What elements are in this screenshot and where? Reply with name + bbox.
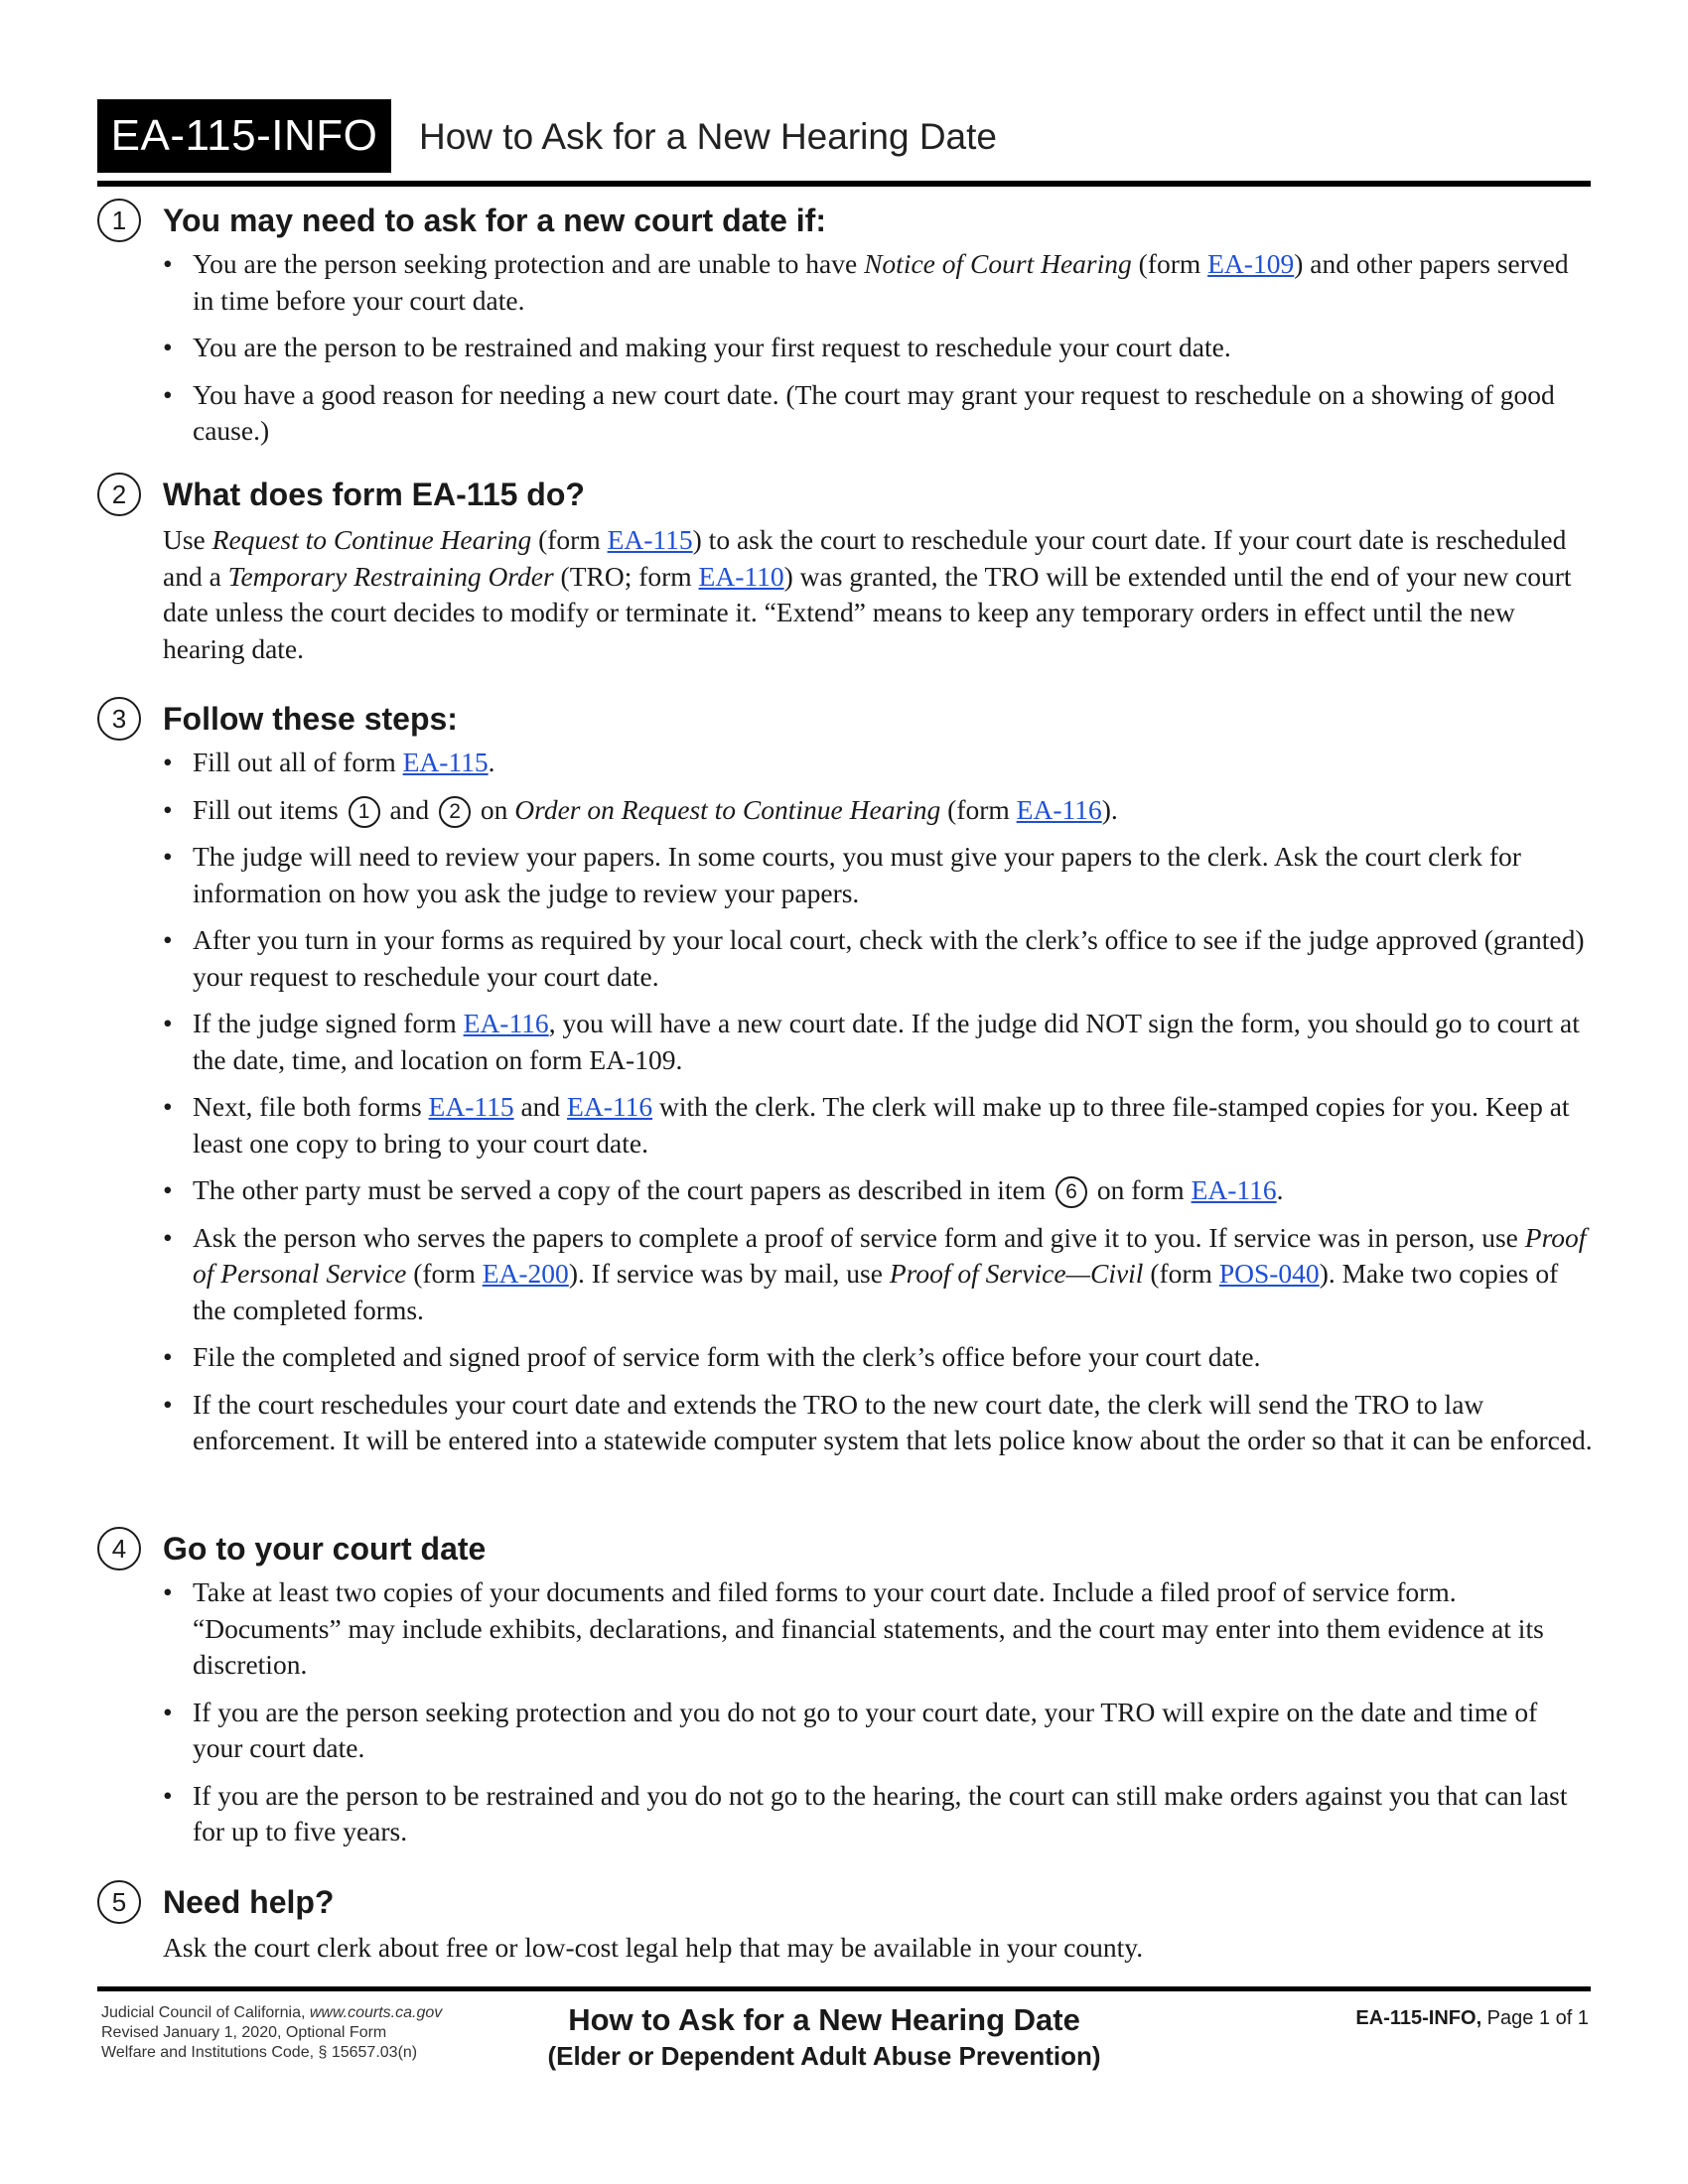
footer-title: How to Ask for a New Hearing Date (Elder or Dependent Adult Abuse Prevention) xyxy=(547,2002,1101,2071)
item-number-circle: 1 xyxy=(349,796,380,828)
section-paragraph: Ask the court clerk about free or low-cost legal help that may be available in your county. xyxy=(163,1932,1144,1963)
page-title: How to Ask for a New Hearing Date xyxy=(419,116,997,157)
bullet-list xyxy=(97,1574,1593,1850)
list-item: • You have a good reason for needing a new court date. (The court may grant your request to reschedule on a showing of good cause.) xyxy=(163,377,1593,450)
list-item: • If the judge signed form EA-116, you will have a new court date. If the judge did NOT sign the form, you should go to court at the date, time, and location on form EA-109. xyxy=(163,1006,1593,1078)
section-5 xyxy=(97,1878,1591,1967)
section-number-circle: 2 xyxy=(97,473,141,516)
list-item: • If you are the person seeking protection and you do not go to your court date, your TRO will expire on the date and time of your court date. xyxy=(163,1695,1593,1767)
list-item: • You are the person to be restrained and making your first request to reschedule your court date. xyxy=(163,330,1593,366)
section-number-circle: 1 xyxy=(97,199,141,242)
list-item: • File the completed and signed proof of service form with the clerk’s office before your court date. xyxy=(163,1339,1593,1376)
form-link-ea-200[interactable]: EA-200 xyxy=(482,1258,569,1289)
list-item: • If the court reschedules your court date and extends the TRO to the new court date, the clerk will send the TRO to law enforcement. It will be entered into a statewide computer system that lets police know about the order so that it can be enforced. xyxy=(163,1387,1593,1459)
form-link-ea-115[interactable]: EA-115 xyxy=(607,524,693,555)
list-item: • Fill out items 1 and 2 on Order on Request to Continue Hearing (form EA-116). xyxy=(163,792,1593,829)
form-link-ea-116[interactable]: EA-116 xyxy=(567,1091,653,1122)
item-number-circle: 2 xyxy=(439,796,471,828)
section-1 xyxy=(97,197,1591,461)
list-item: • Fill out all of form EA-115. xyxy=(163,745,1593,781)
bullet-list xyxy=(97,745,1593,1459)
section-title: Need help? xyxy=(163,1884,335,1920)
section-number-circle: 3 xyxy=(97,697,141,741)
form-link-ea-115[interactable]: EA-115 xyxy=(428,1091,514,1122)
form-link-ea-109[interactable]: EA-109 xyxy=(1207,248,1295,279)
form-link-ea-116[interactable]: EA-116 xyxy=(1191,1174,1277,1205)
section-3 xyxy=(97,695,1591,1470)
section-4 xyxy=(97,1525,1591,1861)
website-link[interactable]: www.courts.ca.gov xyxy=(309,2004,443,2021)
list-item: • After you turn in your forms as required by your local court, check with the clerk’s office to see if the judge approved (granted) your request to reschedule your court date. xyxy=(163,922,1593,995)
list-item: • Ask the person who serves the papers to complete a proof of service form and give it to you. If service was in person, use Proof of Personal Service (form EA-200). If service was by mail, use Proof of Service—Civil (form POS-040). Make two copies of the completed forms. xyxy=(163,1220,1593,1329)
form-link-ea-115[interactable]: EA-115 xyxy=(402,747,489,777)
footer-page-number: EA-115-INFO, Page 1 of 1 xyxy=(1355,2007,1589,2029)
list-item: • The other party must be served a copy of the court papers as described in item 6 on form EA-116. xyxy=(163,1172,1593,1209)
page-header xyxy=(97,99,1589,189)
list-item: • The judge will need to review your papers. In some courts, you must give your papers to the clerk. Ask the court clerk for information on how you ask the judge to review your papers. xyxy=(163,839,1593,911)
footer-left-info: Judicial Council of California, www.courts.ca.gov Revised January 1, 2020, Optional Form Welfare and Institutions Code, § 15657.03(n) xyxy=(101,2004,443,2061)
item-number-circle: 6 xyxy=(1055,1176,1087,1208)
section-title: Follow these steps: xyxy=(163,701,458,737)
list-item: • Take at least two copies of your documents and filed forms to your court date. Include a filed proof of service form. “Documents” may include exhibits, declarations, and financial statements, and the court may enter into them evidence at its discretion. xyxy=(163,1574,1593,1684)
list-item: • If you are the person to be restrained and you do not go to the hearing, the court can still make orders against you that can last for up to five years. xyxy=(163,1778,1593,1850)
header-rule xyxy=(97,181,1591,187)
section-title: You may need to ask for a new court date if: xyxy=(163,203,826,238)
section-title: Go to your court date xyxy=(163,1531,487,1567)
section-2 xyxy=(97,471,1591,667)
section-number-circle: 5 xyxy=(97,1880,141,1924)
form-link-ea-116[interactable]: EA-116 xyxy=(1016,793,1102,825)
list-item: • You are the person seeking protection and are unable to have Notice of Court Hearing (form EA-109) and other papers served in time before your court date. xyxy=(163,246,1593,319)
form-link-pos-040[interactable]: POS-040 xyxy=(1218,1258,1320,1289)
form-link-ea-110[interactable]: EA-110 xyxy=(698,560,784,592)
form-id-badge: EA-115-INFO xyxy=(97,99,391,173)
section-paragraph: Use Request to Continue Hearing (form EA-115) to ask the court to reschedule your court date. If your court date is rescheduled and a Temporary Restraining Order (TRO; form EA-110) was granted, the TRO will be extended until the end of your new court date unless the court decides to modify or terminate it. “Extend” means to keep any temporary orders in effect until the new hearing date. xyxy=(163,524,1572,664)
section-number-circle: 4 xyxy=(97,1527,141,1570)
bullet-list xyxy=(97,246,1593,450)
form-link-ea-116[interactable]: EA-116 xyxy=(463,1008,549,1038)
list-item: • Next, file both forms EA-115 and EA-116 with the clerk. The clerk will make up to three file-stamped copies for you. Keep at least one copy to bring to your court date. xyxy=(163,1089,1593,1161)
footer-rule xyxy=(97,1986,1591,1991)
section-title: What does form EA-115 do? xyxy=(163,477,585,512)
